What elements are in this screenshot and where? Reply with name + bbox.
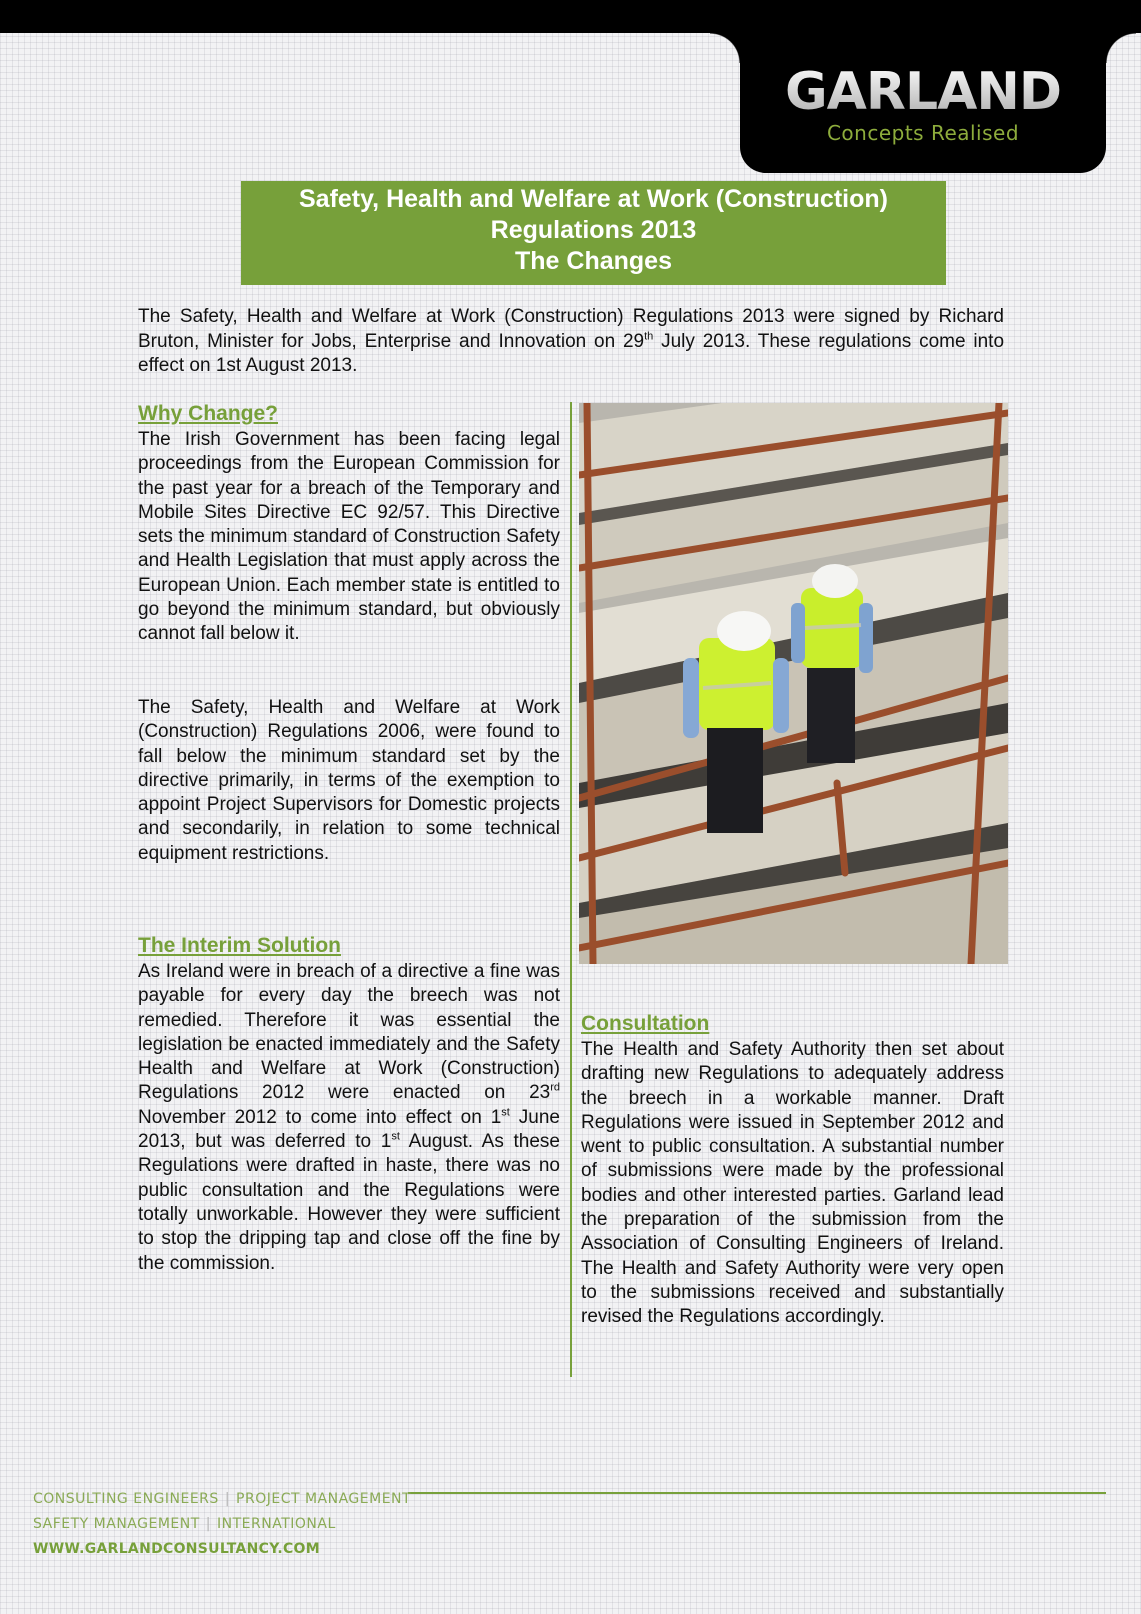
footer-website-link[interactable]: WWW.GARLANDCONSULTANCY.COM bbox=[33, 1541, 320, 1557]
page-title bbox=[241, 181, 946, 285]
footer-rule bbox=[408, 1492, 1106, 1494]
logo-tagline: Concepts Realised bbox=[826, 121, 1020, 145]
intro-paragraph: The Safety, Health and Welfare at Work (Construction) Regulations 2013 were signed by Richard Bruton, Minister for Jobs, Enterprise and Innovation on 29th July 2013. These regulations come into effect on 1st August 2013. bbox=[138, 306, 1005, 376]
column-divider bbox=[570, 402, 572, 1377]
title-line-2: Regulations 2013 bbox=[490, 216, 697, 244]
footer-services-line-2: SAFETY MANAGEMENT | INTERNATIONAL bbox=[33, 1516, 336, 1532]
why-change-paragraph-2: The Safety, Health and Welfare at Work (Construction) Regulations 2006, were found to fall below the minimum standard set by the directive primarily, in terms of the exemption to appoint Project Supervisors for Domestic projects and secondarily, in relation to some technical equipment restrictions. bbox=[138, 697, 560, 864]
title-line-1: Safety, Health and Welfare at Work (Construction) bbox=[299, 185, 888, 213]
scaffolding-workers-photo bbox=[579, 403, 1008, 964]
interim-solution-paragraph: As Ireland were in breach of a directive a fine was payable for every day the breech was not remedied. Therefore it was essential the legislation be enacted immediately and the Safety Health and Welfare at Work (Construction) Regulations 2012 were enacted on 23rd November 2012 to come into effect on 1st June 2013, but was deferred to 1st August. As these Regulations were drafted in haste, there was no public consultation and the Regulations were totally unworkable. However they were sufficient to stop the dripping tap and close off the fine by the commission. bbox=[138, 961, 560, 1274]
interim-solution-heading: The Interim Solution bbox=[138, 934, 341, 957]
why-change-heading: Why Change? bbox=[138, 402, 278, 425]
garland-logo bbox=[740, 0, 1106, 173]
why-change-paragraph-1: The Irish Government has been facing legal proceedings from the European Commission for the past year for a breach of the Temporary and Mobile Sites Directive EC 92/57. This Directive sets the minimum standard of Construction Safety and Health Legislation that must apply across the European Union. Each member state is entitled to go beyond the minimum standard, but obviously cannot fall below it. bbox=[138, 429, 560, 645]
footer-services-line-1: CONSULTING ENGINEERS | PROJECT MANAGEMENT bbox=[33, 1491, 412, 1507]
logo-wordmark: GARLAND bbox=[740, 62, 1106, 122]
consultation-paragraph: The Health and Safety Authority then set about drafting new Regulations to adequately address the breech in a workable manner. Draft Regulations were issued in September 2012 and went to public consultation. A substantial number of submissions were made by the professional bodies and other interested parties. Garland lead the preparation of the submission from the Association of Consulting Engineers of Ireland. The Health and Safety Authority were very open to the submissions received and substantially revised the Regulations accordingly. bbox=[581, 1039, 1004, 1328]
title-line-3: The Changes bbox=[515, 247, 672, 275]
consultation-heading: Consultation bbox=[581, 1012, 710, 1035]
